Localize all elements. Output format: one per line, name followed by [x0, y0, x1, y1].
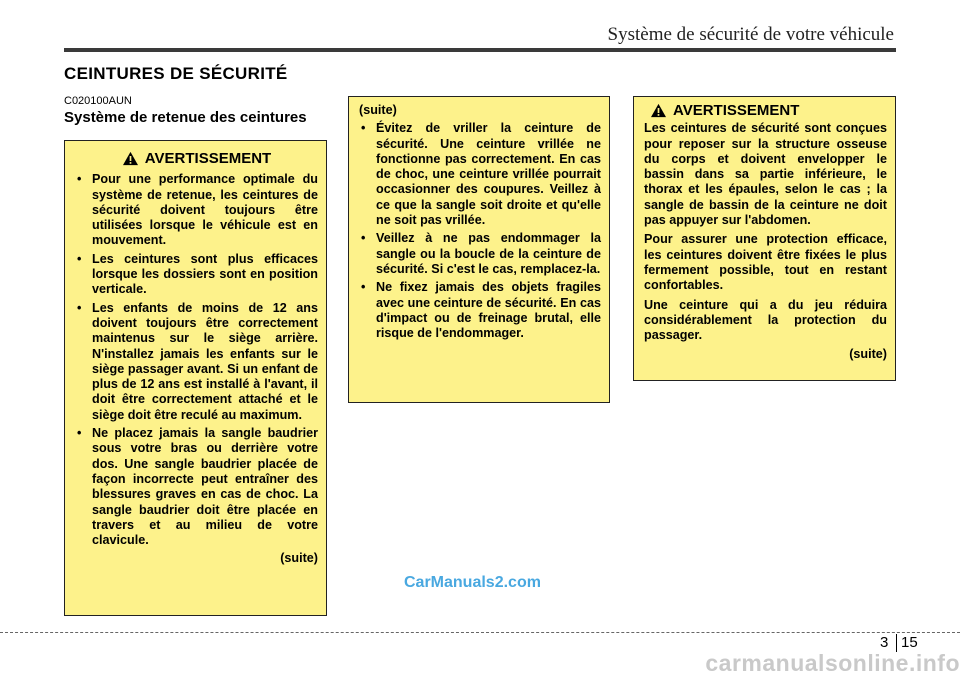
list-item: • Évitez de vriller la ceinture de sécurité. Une ceinture vrillée ne fonctionne pas correctement. En cas de choc, une ceinture vrillée pourrait occasionner des coupures. Veillez à ce que la sangle soit droite et qu'elle ne soit pas vrillée.: [361, 121, 601, 228]
warning-paragraph: Les ceintures de sécurité sont conçues pour reposer sur la structure osseuse du corps et doivent envelopper le bassin dans sa partie inférieure, le thorax et les épaules, selon le cas ; la sangle de bassin de la ceinture ne doit pas appuyer sur l'abdomen.: [644, 121, 887, 228]
warning-box-1: [64, 140, 327, 616]
list-item: • Pour une performance optimale du système de retenue, les ceintures de sécurité doivent toujours être utilisées lorsque le véhicule est en mouvement.: [77, 172, 318, 248]
chapter-number: 3: [880, 634, 889, 651]
page-header-title: Système de sécurité de votre véhicule: [607, 24, 894, 45]
continued-label: (suite): [280, 551, 318, 566]
continued-label: (suite): [359, 103, 397, 117]
warning-label: AVERTISSEMENT: [673, 102, 800, 119]
watermark-link[interactable]: CarManuals2.com: [404, 574, 541, 591]
warning-label: AVERTISSEMENT: [144, 150, 272, 167]
section-title: CEINTURES DE SÉCURITÉ: [64, 64, 288, 83]
site-brand-watermark: carmanualsonline.info: [705, 650, 960, 676]
subheading: Système de retenue des ceintures: [64, 109, 307, 126]
warning-triangle-icon: [650, 103, 667, 118]
warning-header: [75, 151, 318, 166]
page-number: 15: [901, 634, 918, 651]
list-item: • Veillez à ne pas endommager la sangle ou la boucle de la ceinture de sécurité. Si c'est le cas, remplacez-la.: [361, 231, 601, 276]
warning-list: [75, 172, 318, 548]
list-item: • Les ceintures sont plus efficaces lorsque les dossiers sont en position verticale.: [77, 251, 318, 297]
warning-header: [644, 103, 887, 118]
list-item: • Ne placez jamais la sangle baudrier sous votre bras ou derrière votre dos. Une sangle baudrier placée de façon incorrecte peut entraîner des blessures graves en cas de choc. La sangle baudrier doit être placée en travers et au milieu de votre clavicule.: [77, 426, 318, 548]
continued-label: (suite): [849, 347, 887, 362]
warning-paragraph: Pour assurer une protection efficace, les ceintures doivent être fixées le plus fermement possible, tout en restant confortables.: [644, 232, 887, 293]
warning-box-2: [348, 96, 610, 403]
list-item: • Ne fixez jamais des objets fragiles avec une ceinture de sécurité. En cas d'impact ou de freinage brutal, elle risque de l'endommager.: [361, 280, 601, 341]
warning-triangle-icon: [122, 151, 139, 166]
section-code: C020100AUN: [64, 95, 132, 107]
warning-box-3: [633, 96, 896, 381]
footer-divider: [0, 632, 960, 633]
warning-list: [359, 121, 601, 341]
list-item: • Les enfants de moins de 12 ans doivent toujours être correctement maintenus sur le siège arrière. N'installez jamais les enfants sur le siège passager avant. Si un enfant de plus de 12 ans est installé à l'avant, il doit être correctement attaché et le siège doit être reculé au maximum.: [77, 300, 318, 422]
warning-paragraph: Une ceinture qui a du jeu réduira considérablement la protection du passager.: [644, 297, 887, 343]
header-rule: [64, 48, 896, 52]
